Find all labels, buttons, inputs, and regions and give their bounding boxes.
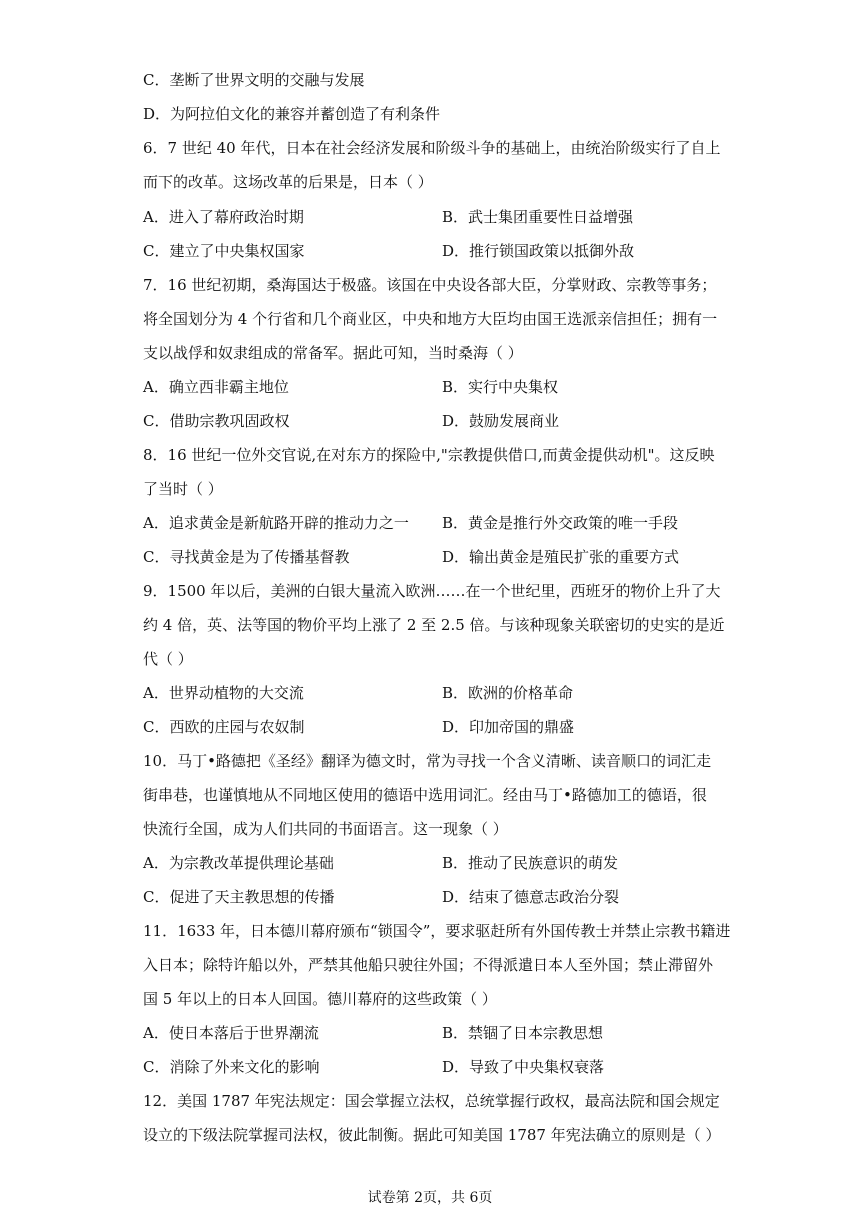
q9-stem-line-3: 代（ ） <box>143 650 193 668</box>
q11-stem-line-1: 11．1633 年，日本德川幕府颁布“锁国令”，要求驱赶所有外国传教士并禁止宗教书籍进 <box>143 922 731 940</box>
q6-option-b: B．武士集团重要性日益增强 <box>442 208 634 226</box>
q7-option-d: D．鼓励发展商业 <box>442 412 560 430</box>
q6-option-a: A．进入了幕府政治时期 <box>143 208 304 226</box>
q6-option-c: C．建立了中央集权国家 <box>143 242 305 260</box>
q10-option-b: B．推动了民族意识的萌发 <box>442 854 619 872</box>
q9-option-b: B．欧洲的价格革命 <box>442 684 574 702</box>
q7-stem-line-3: 支以战俘和奴隶组成的常备军。据此可知，当时桑海（ ） <box>143 344 523 362</box>
q6-stem-line-2: 而下的改革。这场改革的后果是，日本（ ） <box>143 173 433 191</box>
q11-option-d: D．导致了中央集权衰落 <box>442 1058 605 1076</box>
q7-option-b: B．实行中央集权 <box>442 378 559 396</box>
q6-stem-line-1: 6．7 世纪 40 年代，日本在社会经济发展和阶级斗争的基础上，由统治阶级实行了自上 <box>143 139 721 157</box>
q11-stem-line-3: 国 5 年以上的日本人回国。德川幕府的这些政策（ ） <box>143 990 497 1008</box>
q9-option-a: A．世界动植物的大交流 <box>143 684 304 702</box>
q10-stem-line-3: 快流行全国，成为人们共同的书面语言。这一现象（ ） <box>143 820 508 838</box>
q11-option-c: C．消除了外来文化的影响 <box>143 1058 320 1076</box>
q8-option-b: B．黄金是推行外交政策的唯一手段 <box>442 514 679 532</box>
q11-option-a: A．使日本落后于世界潮流 <box>143 1024 319 1042</box>
q7-option-a: A．确立西非霸主地位 <box>143 378 289 396</box>
q9-option-d: D．印加帝国的鼎盛 <box>442 718 575 736</box>
q7-option-c: C．借助宗教巩固政权 <box>143 412 290 430</box>
q5-option-c: C．垄断了世界文明的交融与发展 <box>143 71 365 89</box>
q10-stem-line-2: 街串巷，也谨慎地从不同地区使用的德语中选用词汇。经由马丁•路德加工的德语，很 <box>143 786 707 804</box>
q5-option-d: D．为阿拉伯文化的兼容并蓄创造了有利条件 <box>143 105 441 123</box>
q12-stem-line-2: 设立的下级法院掌握司法权，彼此制衡。据此可知美国 1787 年宪法确立的原则是（ ） <box>143 1126 721 1144</box>
q7-stem-line-2: 将全国划分为 4 个行省和几个商业区，中央和地方大臣均由国王选派亲信担任；拥有一 <box>143 310 718 328</box>
q12-stem-line-1: 12．美国 1787 年宪法规定：国会掌握立法权，总统掌握行政权，最高法院和国会规定 <box>143 1092 720 1110</box>
q9-stem-line-1: 9．1500 年以后，美洲的白银大量流入欧洲……在一个世纪里，西班牙的物价上升了大 <box>143 582 721 600</box>
q8-option-c: C．寻找黄金是为了传播基督教 <box>143 548 350 566</box>
q10-option-c: C．促进了天主教思想的传播 <box>143 888 335 906</box>
q9-option-c: C．西欧的庄园与农奴制 <box>143 718 305 736</box>
q11-stem-line-2: 入日本；除特许船以外，严禁其他船只驶往外国；不得派遣日本人至外国；禁止滞留外 <box>143 956 714 974</box>
q8-option-a: A．追求黄金是新航路开辟的推动力之一 <box>143 514 409 532</box>
q11-option-b: B．禁锢了日本宗教思想 <box>442 1024 604 1042</box>
q10-option-a: A．为宗教改革提供理论基础 <box>143 854 334 872</box>
q10-option-d: D．结束了德意志政治分裂 <box>442 888 620 906</box>
q10-stem-line-1: 10．马丁•路德把《圣经》翻译为德文时，常为寻找一个含义清晰、读音顺口的词汇走 <box>143 752 711 770</box>
q7-stem-line-1: 7．16 世纪初期，桑海国达于极盛。该国在中央设各部大臣，分掌财政、宗教等事务； <box>143 276 717 294</box>
page-footer: 试卷第 2页，共 6页 <box>367 1190 493 1206</box>
q8-stem-line-1: 8．16 世纪一位外交官说,在对东方的探险中,"宗教提供借口,而黄金提供动机"。这反映 <box>143 446 715 464</box>
q8-stem-line-2: 了当时（ ） <box>143 480 223 498</box>
q9-stem-line-2: 约 4 倍，英、法等国的物价平均上涨了 2 至 2.5 倍。与该种现象关联密切的史实的是近 <box>143 616 725 634</box>
q6-option-d: D．推行锁国政策以抵御外敌 <box>442 242 635 260</box>
q8-option-d: D．输出黄金是殖民扩张的重要方式 <box>442 548 680 566</box>
